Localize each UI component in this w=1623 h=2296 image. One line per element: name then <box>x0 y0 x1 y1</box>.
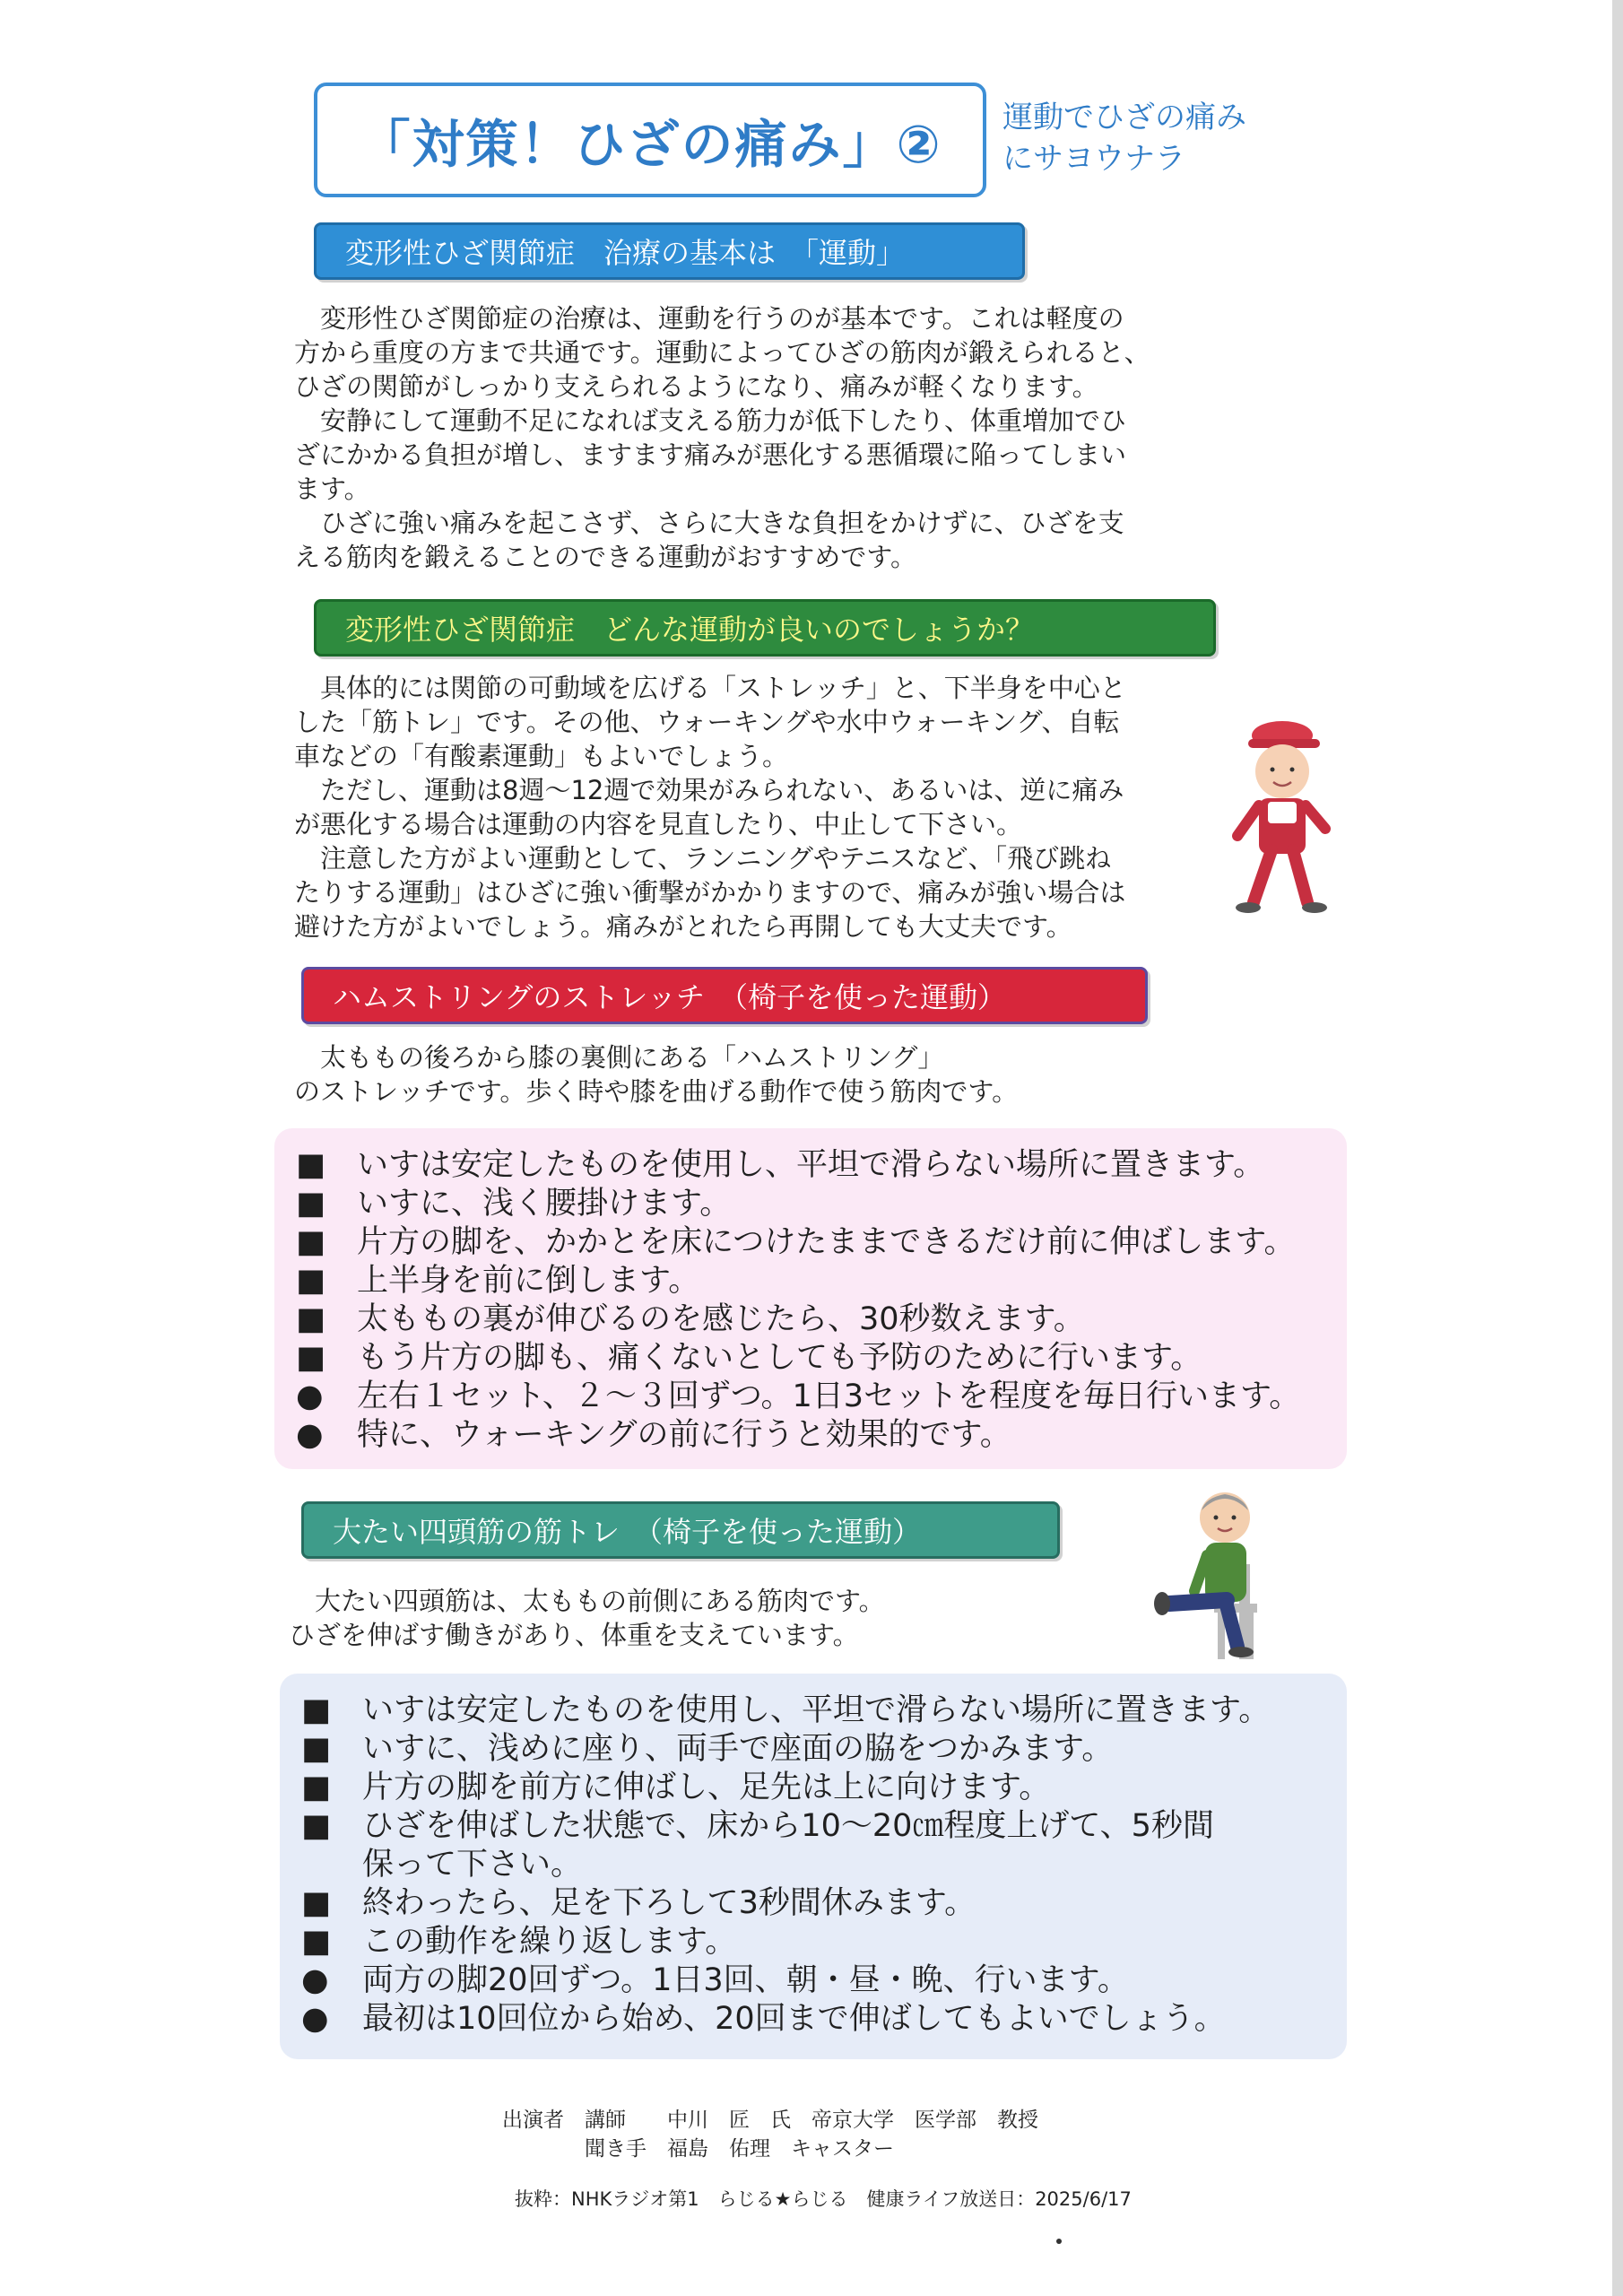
title-box <box>314 83 986 197</box>
text-line: ざにかかる負担が増し、ますます痛みが悪化する悪循環に陥ってしまい <box>294 439 1127 470</box>
text-line: が悪化する場合は運動の内容を見直したり、中止して下さい。 <box>294 809 1023 839</box>
source-note: 抜粋：NHKラジオ第1 らじる★らじる 健康ライフ放送日：2025/6/17 <box>515 2188 1132 2210</box>
list-item-text: 太ももの裏が伸びるのを感じたら、30秒数えます。 <box>357 1301 1085 1337</box>
quadriceps-steps-list <box>301 1692 1270 2039</box>
bullet-marker: ■ <box>301 1885 332 1921</box>
subtitle-line: 運動でひざの痛み <box>1002 100 1246 135</box>
list-item-continuation: 保って下さい。 <box>362 1847 583 1883</box>
bullet-marker: ■ <box>296 1147 326 1183</box>
subtitle <box>1002 97 1246 179</box>
list-item-text: いすに、浅く腰掛けます。 <box>357 1186 732 1222</box>
section-header-quadriceps: 大たい四頭筋の筋トレ （椅子を使った運動） <box>301 1501 1060 1559</box>
hamstring-steps-list <box>296 1146 1300 1455</box>
text-line: 変形性ひざ関節症の治療は、運動を行うのが基本です。これは軽度の <box>294 303 1124 334</box>
list-item <box>301 2000 1270 2039</box>
list-item <box>296 1339 1300 1378</box>
list-item-text: 片方の脚を前方に伸ばし、足先は上に向けます。 <box>362 1770 1051 1805</box>
bullet-marker: ■ <box>301 1770 332 1805</box>
list-item <box>301 1884 1270 1923</box>
text-line: ただし、運動は8週～12週で効果がみられない、あるいは、逆に痛み <box>294 775 1124 805</box>
list-item <box>296 1300 1300 1339</box>
list-item-text: 特に、ウォーキングの前に行うと効果的です。 <box>357 1417 1011 1453</box>
list-item <box>301 1769 1270 1807</box>
text-line: 大たい四頭筋は、太ももの前側にある筋肉です。 <box>289 1586 885 1616</box>
text-line: 安静にして運動不足になれば支える筋力が低下したり、体重増加でひ <box>294 405 1127 436</box>
bullet-marker: ■ <box>296 1224 326 1260</box>
text-line: 具体的には関節の可動域を広げる「ストレッチ」と、下半身を中心と <box>294 673 1126 703</box>
bullet-marker: ● <box>301 2001 329 2037</box>
section-body-exercise <box>294 671 1126 944</box>
text-line: ます。 <box>294 474 370 504</box>
text-line: える筋肉を鍛えることのできる運動がおすすめです。 <box>294 542 916 572</box>
text-line: ひざの関節がしっかり支えられるようになり、痛みが軽くなります。 <box>294 371 1098 402</box>
list-item <box>301 1807 1270 1846</box>
list-item <box>296 1223 1300 1262</box>
list-item <box>301 1730 1270 1769</box>
list-item-text: 片方の脚を、かかとを床につけたままできるだけ前に伸ばします。 <box>357 1224 1296 1260</box>
credits <box>502 2106 1038 2163</box>
text-line: した「筋トレ」です。その他、ウォーキングや水中ウォーキング、自転 <box>294 707 1120 737</box>
bullet-marker: ● <box>301 1962 329 1998</box>
credits-line: 聞き手 福島 佑理 キャスター <box>502 2137 894 2161</box>
text-line: 方から重度の方まで共通です。運動によってひざの筋肉が鍛えられると、 <box>294 337 1150 368</box>
list-item-text: 左右１セット、２～３回ずつ。1日3セットを程度を毎日行います。 <box>357 1378 1301 1414</box>
bullet-marker: ● <box>296 1378 324 1414</box>
list-item-text: 最初は10回位から始め、20回まで伸ばしてもよいでしょう。 <box>362 2001 1226 2037</box>
list-item-text: いすは安定したものを使用し、平坦で滑らない場所に置きます。 <box>362 1692 1271 1728</box>
list-item-text: いすは安定したものを使用し、平坦で滑らない場所に置きます。 <box>357 1147 1265 1183</box>
list-item <box>296 1185 1300 1223</box>
list-item <box>296 1416 1300 1455</box>
list-item-text: いすに、浅めに座り、両手で座面の脇をつかみます。 <box>362 1731 1114 1767</box>
text-line: のストレッチです。歩く時や膝を曲げる動作で使う筋肉です。 <box>294 1076 1019 1107</box>
seated-man-illustration <box>1151 1485 1295 1661</box>
page-edge <box>1612 0 1623 2296</box>
text-line: たりする運動」はひざに強い衝撃がかかりますので、痛みが強い場合は <box>294 877 1126 908</box>
text-line: 注意した方がよい運動として、ランニングやテニスなど、「飛び跳ね <box>294 843 1112 874</box>
bullet-marker: ● <box>296 1417 324 1453</box>
list-item <box>296 1262 1300 1300</box>
text-line: ひざを伸ばす働きがあり、体重を支えています。 <box>289 1620 859 1650</box>
list-item <box>296 1146 1300 1185</box>
bullet-marker: ■ <box>296 1186 326 1222</box>
section-body-hamstring <box>294 1040 1018 1109</box>
list-item <box>296 1378 1300 1416</box>
list-item-text: ひざを伸ばした状態で、床から10～20㎝程度上げて、5秒間 <box>362 1808 1214 1844</box>
subtitle-line: にサヨウナラ <box>1002 141 1185 177</box>
section-header-exercise: 変形性ひざ関節症 どんな運動が良いのでしょうか？ <box>314 599 1216 657</box>
bullet-marker: ■ <box>296 1301 326 1337</box>
walking-man-illustration <box>1228 716 1336 922</box>
bullet-marker: ■ <box>301 1731 332 1767</box>
section-header-hamstring: ハムストリングのストレッチ （椅子を使った運動） <box>301 967 1148 1024</box>
text-line: 避けた方がよいでしょう。痛みがとれたら再開しても大丈夫です。 <box>294 911 1072 942</box>
bullet-marker: ■ <box>296 1340 326 1376</box>
list-item-text: 上半身を前に倒します。 <box>357 1263 700 1299</box>
credits-line: 出演者 講師 中川 匠 氏 帝京大学 医学部 教授 <box>502 2109 1038 2132</box>
bullet-marker: ■ <box>301 1808 332 1844</box>
text-line: ひざに強い痛みを起こさず、さらに大きな負担をかけずに、ひざを支 <box>294 508 1124 538</box>
bullet-marker: ■ <box>301 1692 332 1728</box>
list-item-text: 両方の脚20回ずつ。1日3回、朝・昼・晩、行います。 <box>362 1962 1129 1998</box>
list-item-text: もう片方の脚も、痛くないとしても予防のために行います。 <box>357 1340 1202 1376</box>
list-item <box>301 1923 1270 1961</box>
section-body-quadriceps <box>289 1584 885 1652</box>
section-body-basics <box>294 301 1150 574</box>
face-icon <box>1255 744 1309 798</box>
page-title: 「対策！ひざの痛み」② <box>358 114 942 175</box>
face-icon <box>1200 1492 1250 1543</box>
list-item-text: この動作を繰り返します。 <box>362 1924 737 1960</box>
text-line: 車などの「有酸素運動」もよいでしょう。 <box>294 741 789 771</box>
bullet-marker: ■ <box>301 1924 332 1960</box>
bullet-marker: ■ <box>296 1263 326 1299</box>
list-item <box>301 1961 1270 2000</box>
text-line: 太ももの後ろから膝の裏側にある「ハムストリング」 <box>294 1042 944 1073</box>
list-item <box>301 1692 1270 1730</box>
section-header-basics: 変形性ひざ関節症 治療の基本は 「運動」 <box>314 222 1025 280</box>
scan-speck <box>1056 2239 1062 2244</box>
list-item-text: 終わったら、足を下ろして3秒間休みます。 <box>362 1885 976 1921</box>
